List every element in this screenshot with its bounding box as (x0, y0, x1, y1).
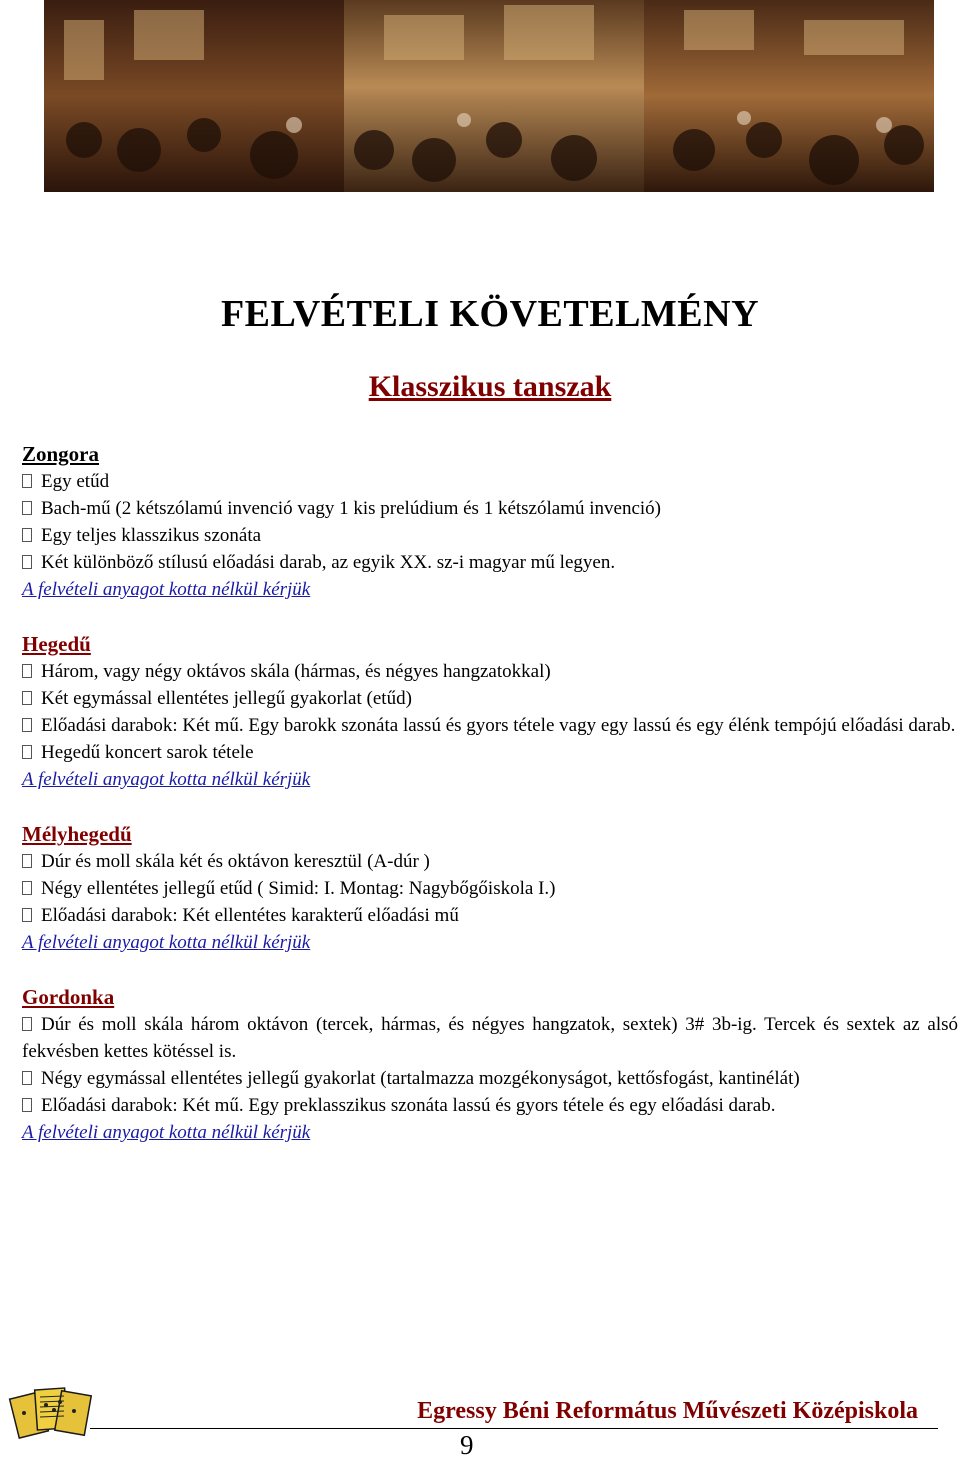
list-item-text: Négy ellentétes jellegű etűd ( Simid: I. Montag: Nagybőgőiskola I.) (41, 878, 556, 899)
page-number: 9 (460, 1430, 474, 1460)
bullet-box-icon (22, 1098, 32, 1112)
list-item (22, 522, 958, 549)
section-heading: Hegedű (22, 632, 91, 656)
page-title: FELVÉTELI KÖVETELMÉNY (220, 293, 760, 335)
bullet-box-icon (22, 1017, 32, 1031)
list-item (22, 1011, 958, 1065)
concert-photos-image (44, 0, 934, 192)
list-item-text: Hegedű koncert sarok tétele (41, 742, 254, 763)
list-item (22, 685, 958, 712)
list-item (22, 712, 958, 739)
bullet-box-icon (22, 501, 32, 515)
list-item-text: Előadási darabok: Két mű. Egy barokk szonáta lassú és gyors tétele vagy egy lassú és egy élénk tempójú előadási darab. (41, 715, 956, 736)
list-item (22, 495, 958, 522)
list-item (22, 902, 958, 929)
section-heading: Zongora (22, 442, 100, 466)
school-name: Egressy Béni Református Művészeti Középiskola (417, 1398, 918, 1424)
list-item-text: Három, vagy négy oktávos skála (hármas, és négyes hangzatokkal) (41, 661, 551, 682)
list-item (22, 658, 958, 685)
no-sheet-music-note: A felvételi anyagot kotta nélkül kérjük (22, 579, 311, 600)
bullet-box-icon (22, 908, 32, 922)
bullet-box-icon (22, 854, 32, 868)
bullet-box-icon (22, 691, 32, 705)
list-item (22, 1065, 958, 1092)
section-heading: Mélyhegedű (22, 822, 132, 846)
list-item (22, 549, 958, 576)
no-sheet-music-note: A felvételi anyagot kotta nélkül kérjük (22, 1122, 311, 1143)
section-hegedu (22, 630, 958, 793)
list-item-text: Két különböző stílusú előadási darab, az egyik XX. sz-i magyar mű legyen. (41, 552, 616, 573)
music-sheets-logo-icon (8, 1383, 92, 1445)
section-zongora (22, 440, 958, 603)
list-item (22, 1092, 958, 1119)
bullet-box-icon (22, 745, 32, 759)
list-item (22, 848, 958, 875)
footer-divider (90, 1428, 938, 1429)
requirements-content (22, 440, 958, 1173)
list-item (22, 739, 958, 766)
section-heading: Gordonka (22, 985, 115, 1009)
section-melyhegedu (22, 820, 958, 956)
list-item-text: Négy egymással ellentétes jellegű gyakorlat (tartalmazza mozgékonyságot, kettősfogást, kantinélát) (41, 1068, 800, 1089)
list-item-text: Dúr és moll skála két és oktávon keresztül (A-dúr ) (41, 851, 430, 872)
header-photo-banner (44, 0, 934, 192)
list-item-text: Dúr és moll skála három oktávon (tercek, hármas, és négyes hangzatok, sextek) 3# 3b-ig. Tercek és sextek az alsó fekvésben kettes kötéssel is. (22, 1014, 958, 1062)
bullet-box-icon (22, 1071, 32, 1085)
bullet-box-icon (22, 664, 32, 678)
bullet-box-icon (22, 528, 32, 542)
bullet-box-icon (22, 474, 32, 488)
list-item-text: Egy etűd (41, 471, 110, 492)
no-sheet-music-note: A felvételi anyagot kotta nélkül kérjük (22, 769, 311, 790)
bullet-box-icon (22, 881, 32, 895)
section-gordonka (22, 983, 958, 1146)
list-item-text: Előadási darabok: Két ellentétes karakterű előadási mű (41, 905, 459, 926)
list-item-text: Előadási darabok: Két mű. Egy preklasszikus szonáta lassú és gyors tétele és egy előadási darab. (41, 1095, 776, 1116)
list-item-text: Két egymással ellentétes jellegű gyakorlat (etűd) (41, 688, 412, 709)
bullet-box-icon (22, 718, 32, 732)
list-item (22, 468, 958, 495)
bullet-box-icon (22, 555, 32, 569)
no-sheet-music-note: A felvételi anyagot kotta nélkül kérjük (22, 932, 311, 953)
list-item-text: Bach-mű (2 kétszólamú invenció vagy 1 kis prelúdium és 1 kétszólamú invenció) (41, 498, 661, 519)
page-subtitle: Klasszikus tanszak (368, 370, 612, 403)
list-item (22, 875, 958, 902)
list-item-text: Egy teljes klasszikus szonáta (41, 525, 262, 546)
